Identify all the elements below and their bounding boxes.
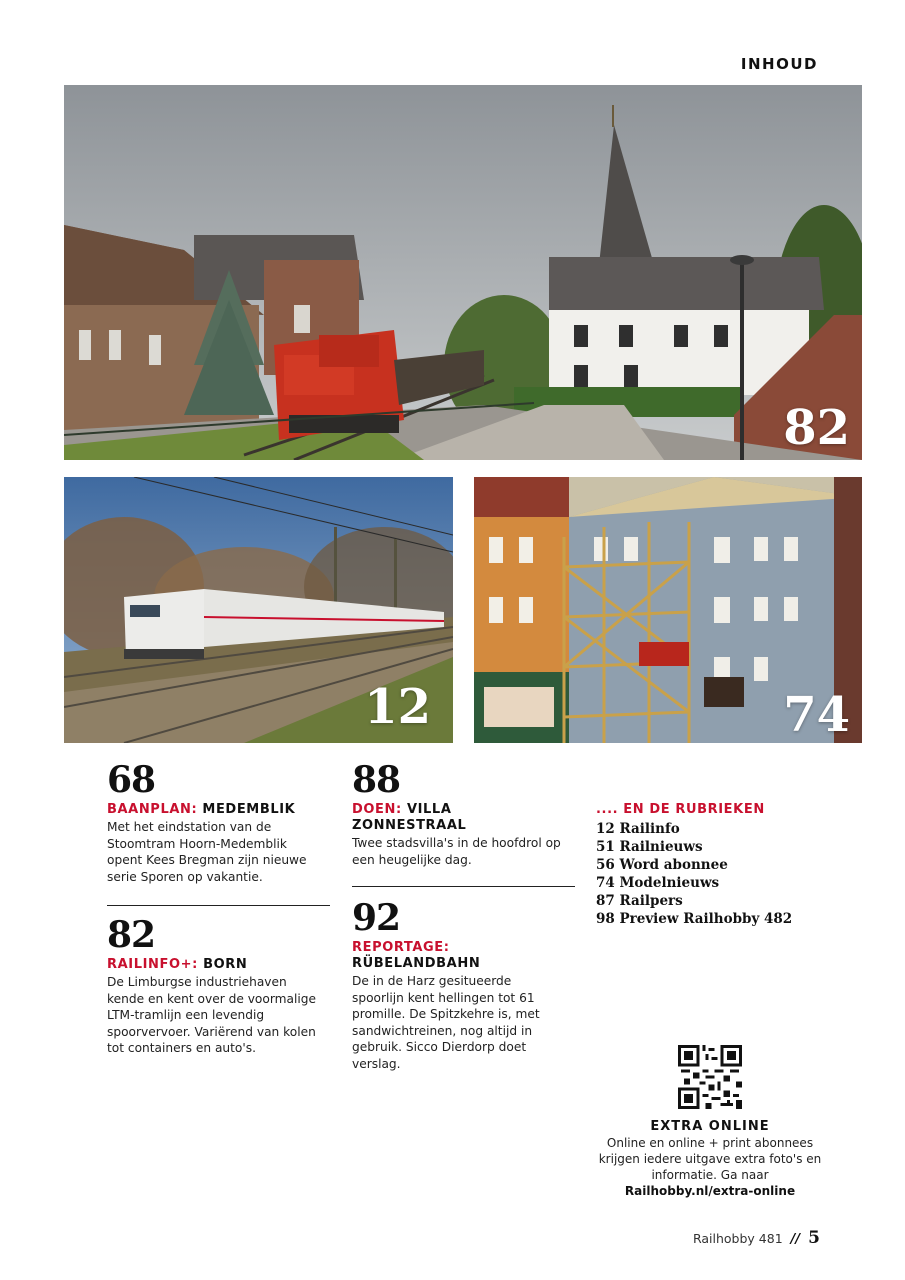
- article-page-number: 82: [107, 914, 156, 956]
- section-title: INHOUD: [740, 55, 818, 73]
- footer-separator: //: [790, 1232, 801, 1247]
- rubriek-item[interactable]: 98 Preview Railhobby 482: [596, 911, 793, 927]
- page-number: 5: [808, 1228, 820, 1248]
- article-92[interactable]: [352, 897, 567, 1072]
- photo-page-number: 82: [783, 400, 850, 456]
- article-category: REPORTAGE:: [352, 940, 450, 955]
- article-category: RAILINFO+:: [107, 957, 198, 972]
- article-category: DOEN:: [352, 802, 402, 817]
- photo-page-number: 74: [783, 687, 850, 743]
- extra-online-box: [590, 1045, 830, 1199]
- rubrieken-section: [596, 802, 826, 928]
- rubriek-item[interactable]: 51 Railnieuws: [596, 839, 703, 855]
- rubriek-item[interactable]: 74 Modelnieuws: [596, 875, 720, 891]
- rubrieken-list: [596, 820, 826, 928]
- article-82[interactable]: [107, 914, 325, 1057]
- photo-village-church-locomotive[interactable]: [64, 85, 862, 460]
- photo-top-illustration: [64, 85, 862, 460]
- article-summary: De Limburgse industriehaven kende en kent over de voormalige LTM-tramlijn een levendig spoorvervoer. Variërend van kolen tot containers en auto's.: [107, 975, 316, 1055]
- article-page-number: 88: [352, 759, 401, 801]
- article-title: VILLA ZONNESTRAAL: [352, 802, 467, 833]
- photo-electric-train[interactable]: [64, 477, 453, 743]
- magazine-issue: Railhobby 481: [692, 1231, 783, 1246]
- article-heading[interactable]: [352, 940, 567, 972]
- divider: [352, 886, 575, 887]
- qr-code-icon[interactable]: [678, 1045, 742, 1109]
- rubriek-item[interactable]: 12 Railinfo: [596, 821, 680, 837]
- article-heading[interactable]: [107, 802, 322, 818]
- page-footer: [693, 1228, 820, 1248]
- article-title: BORN: [203, 957, 248, 972]
- divider: [107, 905, 330, 906]
- article-title: RÜBELANDBAHN: [352, 956, 481, 971]
- article-68[interactable]: [107, 759, 322, 885]
- article-summary: Met het eindstation van de Stoomtram Hoorn-Medemblik opent Kees Bregman zijn nieuwe serie Sporen op vakantie.: [107, 820, 307, 884]
- photo-page-number: 12: [364, 679, 431, 735]
- article-category: BAANPLAN:: [107, 802, 198, 817]
- article-title: MEDEMBLIK: [202, 802, 296, 817]
- extra-online-text: Online en online + print abonnees krijgen iedere uitgave extra foto's en informatie. Ga naar: [598, 1136, 822, 1182]
- article-page-number: 68: [107, 759, 156, 801]
- article-summary: De in de Harz gesitueerde spoorlijn kent hellingen tot 61 promille. De Spitzkehre is, met sandwichtreinen, nog altijd in gebruik. Sicco Dierdorp doet verslag.: [352, 974, 540, 1071]
- article-heading[interactable]: [107, 957, 325, 973]
- extra-online-link[interactable]: Railhobby.nl/extra-online: [624, 1184, 796, 1198]
- rubrieken-heading: .... EN DE RUBRIEKEN: [596, 802, 765, 817]
- article-heading[interactable]: [352, 802, 567, 834]
- article-summary: Twee stadsvilla's in de hoofdrol op een heugelijke dag.: [352, 836, 561, 867]
- rubriek-item[interactable]: 56 Word abonnee: [596, 857, 728, 873]
- photo-model-building-scaffolding[interactable]: [474, 477, 862, 743]
- extra-online-title: EXTRA ONLINE: [650, 1119, 770, 1134]
- rubriek-item[interactable]: 87 Railpers: [596, 893, 683, 909]
- article-88[interactable]: [352, 759, 567, 868]
- article-page-number: 92: [352, 897, 401, 939]
